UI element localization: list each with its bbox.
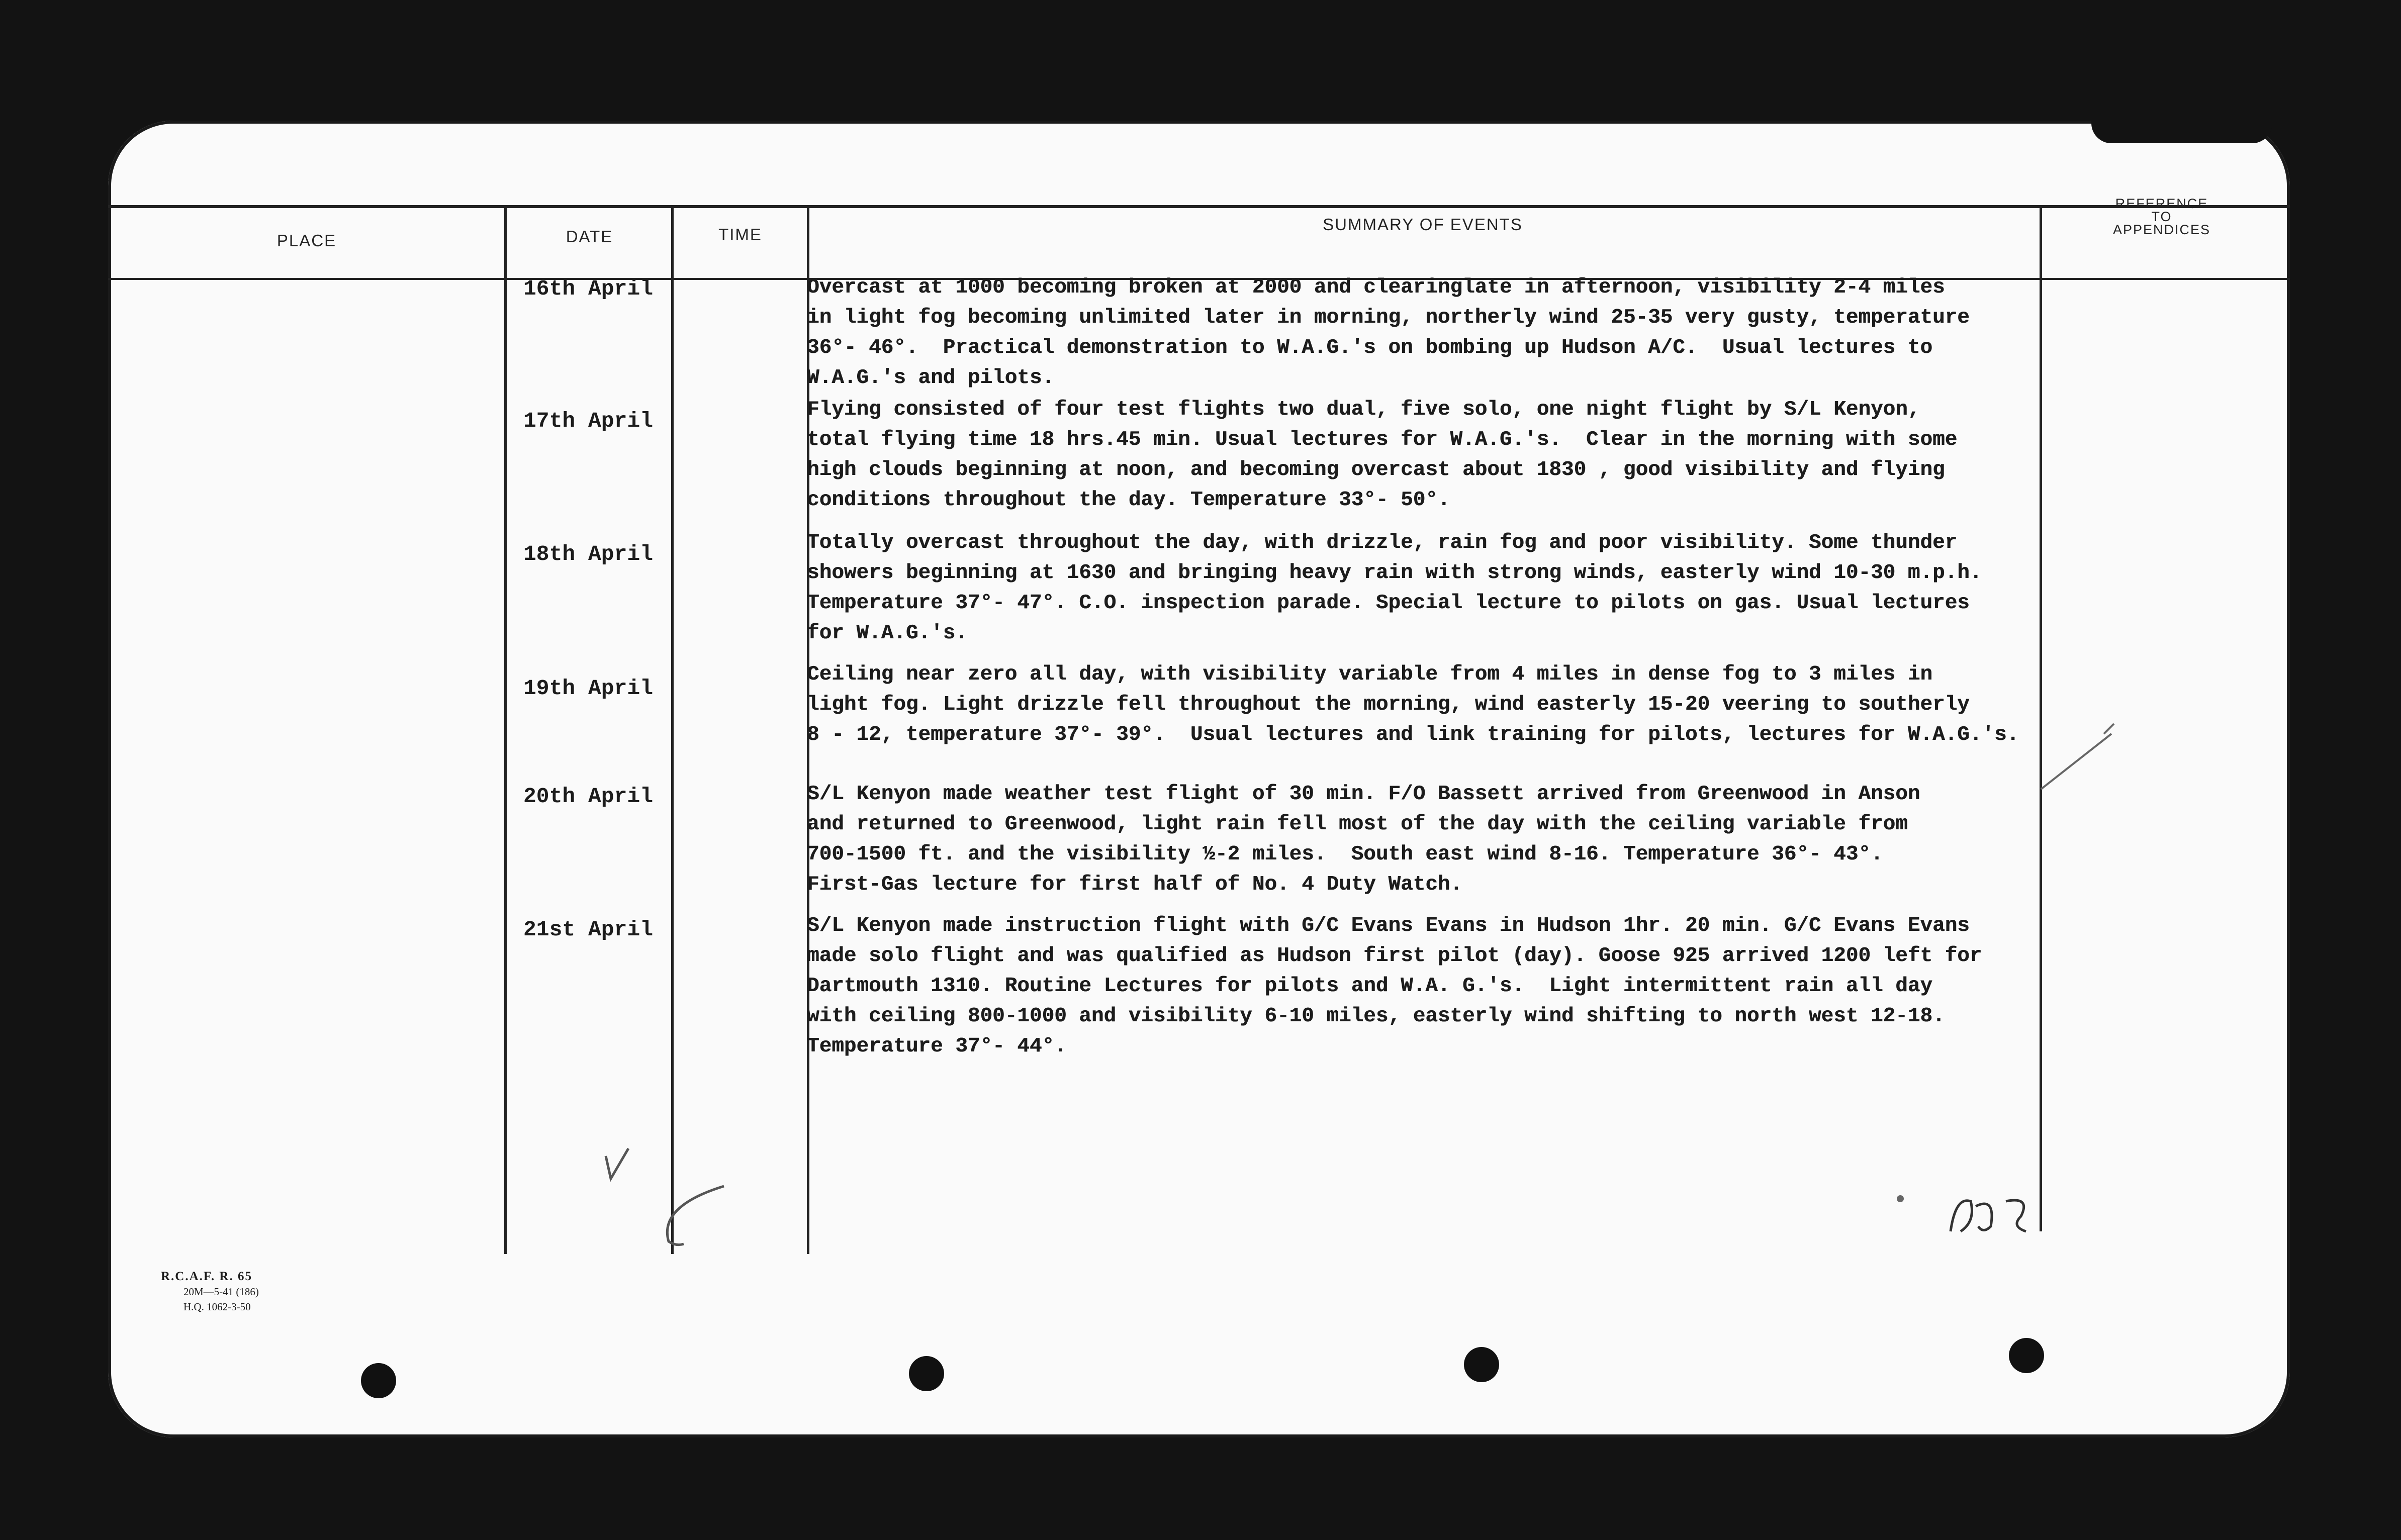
event-line: Overcast at 1000 becoming broken at 2000 and clearinglate in afternoon, visibility 2-4 miles [807, 276, 1945, 299]
header-reference-line3: APPENDICES [2112, 222, 2211, 237]
form-code-line1: R.C.A.F. R. 65 [161, 1270, 252, 1283]
date-entry: 19th April [523, 676, 654, 701]
punch-hole [2009, 1338, 2044, 1373]
event-line: high clouds beginning at noon, and becoming overcast about 1830 , good visibility and flying [807, 458, 1945, 482]
form-code [161, 1269, 259, 1314]
date-entry: 18th April [523, 542, 654, 566]
event-line: made solo flight and was qualified as Hudson first pilot (day). Goose 925 arrived 1200 left for [807, 944, 1982, 968]
event-line: Temperature 37°- 44°. [807, 1035, 1067, 1058]
header-reference-line2: TO [2151, 209, 2172, 224]
event-line: S/L Kenyon made instruction flight with G/C Evans Evans in Hudson 1hr. 20 min. G/C Evans Evans [807, 914, 1970, 937]
punch-hole [361, 1363, 396, 1398]
event-line: Flying consisted of four test flights two dual, five solo, one night flight by S/L Kenyon, [807, 398, 1920, 421]
header-time: TIME [718, 225, 762, 244]
event-line: total flying time 18 hrs.45 min. Usual lectures for W.A.G.'s. Clear in the morning with some [807, 428, 1958, 451]
event-line: Totally overcast throughout the day, with drizzle, rain fog and poor visibility. Some thunder [807, 531, 1958, 554]
event-line: W.A.G.'s and pilots. [807, 366, 1055, 390]
event-line: 36°- 46°. Practical demonstration to W.A.G.'s on bombing up Hudson A/C. Usual lectures to [807, 336, 1932, 359]
stray-dot [1897, 1195, 1904, 1202]
event-line: for W.A.G.'s. [807, 622, 968, 645]
event-line: and returned to Greenwood, light rain fell most of the day with the ceiling variable from [807, 813, 1908, 836]
event-line: 8 - 12, temperature 37°- 39°. Usual lectures and link training for pilots, lectures for W.A.G.'s. [807, 723, 2019, 746]
event-line: showers beginning at 1630 and bringing heavy rain with strong winds, easterly wind 10-30 m.p.h. [807, 561, 1982, 585]
date-entry: 21st April [523, 917, 654, 942]
initials-signature [1951, 1200, 2026, 1231]
event-line: Ceiling near zero all day, with visibility variable from 4 miles in dense fog to 3 miles in [807, 663, 1932, 686]
bracket-mark [667, 1186, 724, 1245]
event-line: with ceiling 800-1000 and visibility 6-10 miles, easterly wind shifting to north west 12-18. [807, 1005, 1945, 1028]
header-summary: SUMMARY OF EVENTS [1323, 215, 1523, 234]
event-line: conditions throughout the day. Temperature 33°- 50°. [807, 489, 1450, 512]
date-entry: 17th April [523, 409, 654, 433]
margin-slash [2041, 734, 2111, 789]
event-line: light fog. Light drizzle fell throughout the morning, wind easterly 15-20 veering to southerly [807, 693, 1970, 716]
header-place: PLACE [276, 231, 337, 250]
punch-hole [909, 1356, 944, 1391]
header-reference-line1: REFERENCE [2115, 196, 2208, 211]
header-date: DATE [566, 227, 613, 246]
date-entry: 20th April [523, 784, 654, 809]
event-line: Temperature 37°- 47°. C.O. inspection parade. Special lecture to pilots on gas. Usual lectures [807, 592, 1970, 615]
form-code-line3: H.Q. 1062-3-50 [183, 1301, 251, 1313]
event-line: in light fog becoming unlimited later in morning, northerly wind 25-35 very gusty, temperature [807, 306, 1970, 329]
event-line: First-Gas lecture for first half of No. 4 Duty Watch. [807, 873, 1463, 896]
date-entry: 16th April [523, 276, 654, 301]
event-line: S/L Kenyon made weather test flight of 30 min. F/O Bassett arrived from Greenwood in Anson [807, 783, 1920, 806]
event-line: Dartmouth 1310. Routine Lectures for pilots and W.A. G.'s. Light intermittent rain all day [807, 975, 1932, 998]
event-line: 700-1500 ft. and the visibility ½-2 miles. South east wind 8-16. Temperature 36°- 43°. [807, 843, 1883, 866]
form-code-line2: 20M—5-41 (186) [183, 1286, 259, 1298]
margin-tick [2104, 724, 2114, 734]
punch-hole [1464, 1347, 1499, 1382]
check-mark [606, 1148, 628, 1179]
